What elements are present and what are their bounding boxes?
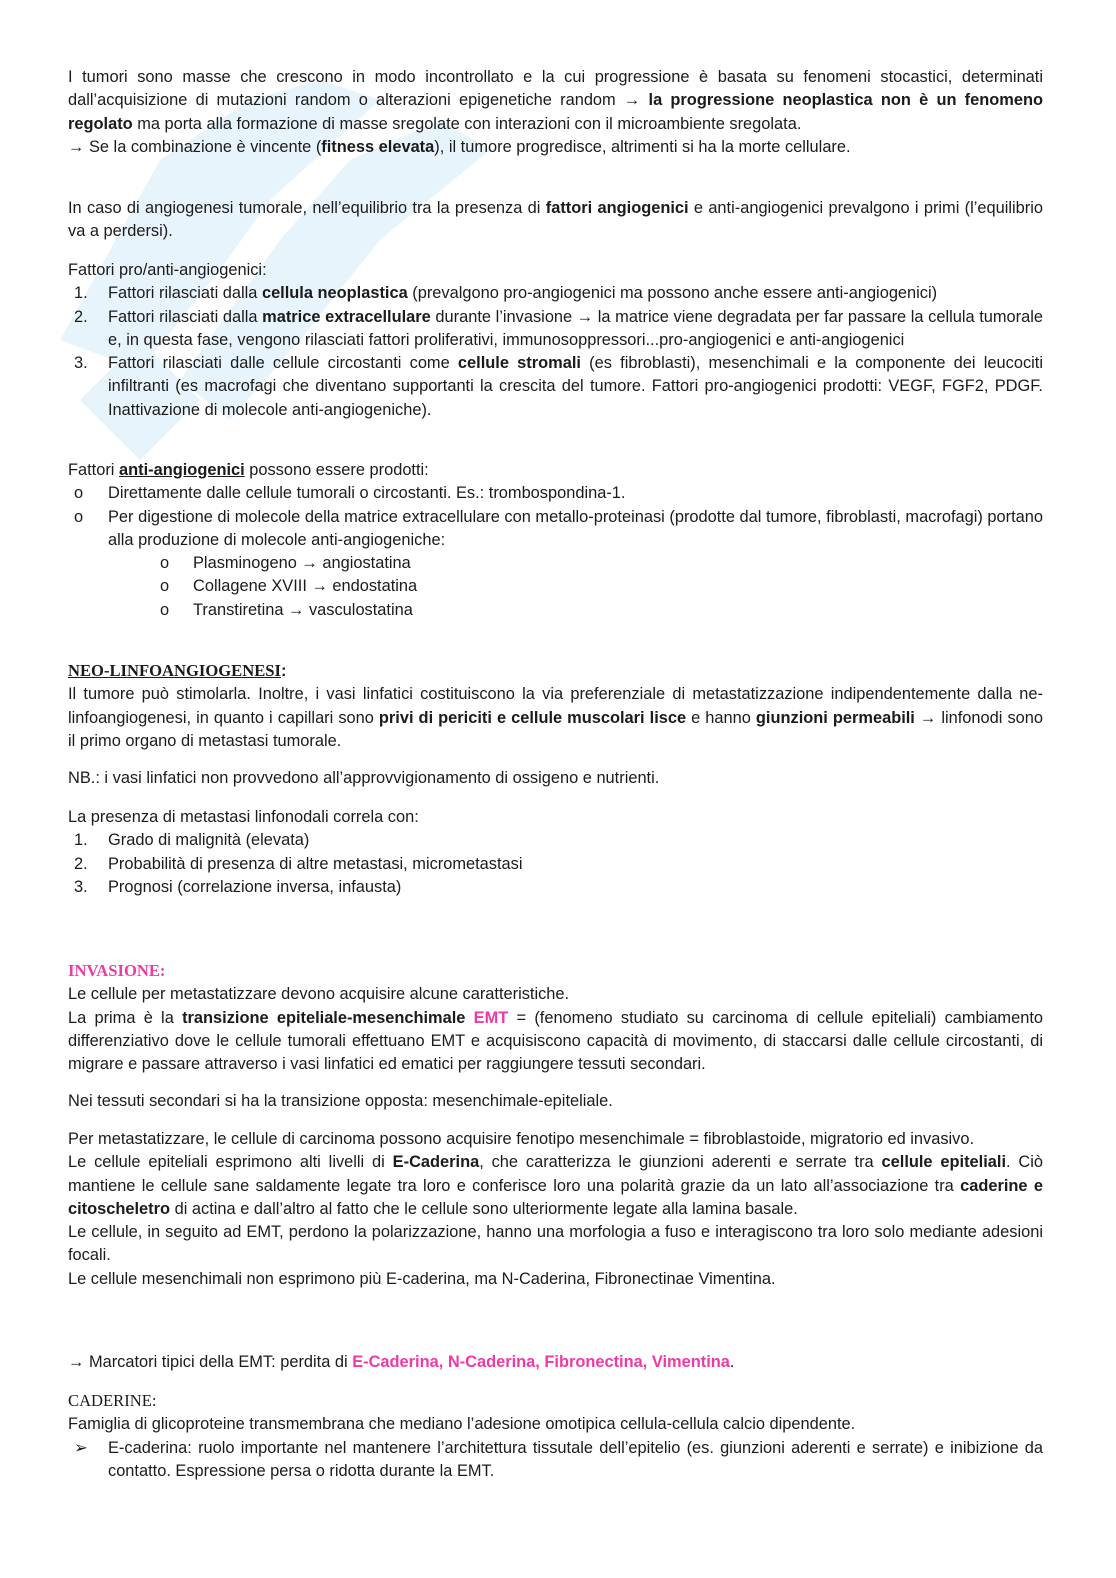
list-item: o Transtiretina → vasculostatina: [160, 600, 413, 619]
list-item: o Plasminogeno → angiostatina: [160, 554, 411, 573]
list-item: 2. Probabilità di presenza di altre metastasi, micrometastasi: [74, 854, 523, 873]
intro-paragraph: I tumori sono masse che crescono in modo incontrollato e la cui progressione è basata su fenomeni stocastici, determinati dall’acquisizione di mutazioni random o alterazioni epigenetiche random → la progressione neoplastica non è un fenomeno regolato ma porta alla formazione di masse sregolate con interazioni con il microambiente sregolata. → Se la combinazione è vincente (fitness elevata), il tumore progredisce, altrimenti si ha la morte cellulare.: [68, 68, 1043, 156]
list-item: 3. Prognosi (correlazione inversa, infausta): [74, 877, 402, 896]
list-item: ➢ E-caderina: ruolo importante nel mantenere l’architettura tissutale dell’epitelio (es. giunzioni aderenti e serrate) e inibizione da contatto. Espressione persa o ridotta durante la EMT.: [74, 1438, 1043, 1480]
list-item: o Collagene XVIII → endostatina: [160, 577, 418, 596]
angiogenesis-paragraph: In caso di angiogenesi tumorale, nell’equilibrio tra la presenza di fattori angiogenici e anti-angiogenici prevalgono i primi (l’equilibrio va a perdersi).: [68, 199, 1043, 241]
emt-markers-line: → Marcatori tipici della EMT: perdita di E-Caderina, N-Caderina, Fibronectina, Vimentina.: [68, 1353, 735, 1371]
mesenchymal-epithelial-paragraph: Nei tessuti secondari si ha la transizione opposta: mesenchimale-epiteliale.: [68, 1092, 613, 1110]
list-item: o Direttamente dalle cellule tumorali o circostanti. Es.: trombospondina-1.: [74, 484, 626, 503]
list-item: 1. Grado di malignità (elevata): [74, 831, 310, 850]
list-item: 2. Fattori rilasciati dalla matrice extracellulare durante l’invasione → la matrice viene degradata per far passare la cellula tumorale e, in questa fase, vengono rilasciati fattori proliferativi, immunosoppressori...pro-angiogenici e anti-angiogenici: [74, 307, 1043, 349]
anti-sublist: [68, 552, 1043, 622]
neo-lymphangiogenesis-section: NEO-LINFOANGIOGENESI: Il tumore può stimolarla. Inoltre, i vasi linfatici costituiscono la via preferenziale di metastatizzazione indipendentemente dalla ne-linfoangiogenesi, in quanto i capillari sono privi di periciti e cellule muscolari lisce e hanno giunzioni permeabili → linfonodi sono il primo organo di metastasi tumorale.: [68, 661, 1043, 750]
list-item: o Per digestione di molecole della matrice extracellulare con metallo-proteinasi (prodotte dal tumore, fibroblasti, macrofagi) portano alla produzione di molecole anti-angiogeniche:: [74, 507, 1043, 549]
invasion-section: INVASIONE: Le cellule per metastatizzare devono acquisire alcune caratteristiche. La prima è la transizione epiteliale-mesenchimale EMT = (fenomeno studiato su carcinoma di cellule epiteliali) cambiamento differenziativo dove le cellule tumorali effettuano EMT e acquisiscono capacità di movimento, di staccarsi dalle cellule circostanti, di migrare e passare attraverso i vasi linfatici ed ematici per raggiungere tessuti secondari.: [68, 961, 1043, 1074]
section-heading: INVASIONE:: [68, 961, 166, 980]
section-heading: NEO-LINFOANGIOGENESI: [68, 661, 281, 680]
factors-section: [68, 259, 1043, 422]
section-heading: CADERINE:: [68, 1391, 157, 1410]
cadherin-paragraph: Per metastatizzare, le cellule di carcinoma possono acquisire fenotipo mesenchimale = fibroblastoide, migratorio ed invasivo. Le cellule epiteliali esprimono alti livelli di E-Caderina, che caratterizza le giunzioni aderenti e serrate tra cellule epiteliali. Ciò mantiene le cellule sane saldamente legate tra loro e conferisce loro una polarità grazie da un lato all’associazione tra caderine e citoscheletro di actina e dall’altro al fatto che le cellule sono ulteriormente legate alla lamina basale. Le cellule, in seguito ad EMT, perdono la polarizzazione, hanno una morfologia a fuso e interagiscono tra loro solo mediante adesioni focali. Le cellule mesenchimali non esprimono più E-caderina, ma N-Caderina, Fibronectinae Vimentina.: [68, 1130, 1044, 1288]
list-item: 1. Fattori rilasciati dalla cellula neoplastica (prevalgono pro-angiogenici ma possono anche essere anti-angiogenici): [74, 284, 938, 303]
anti-angiogenic-section: Fattori anti-angiogenici possono essere prodotti: o Direttamente dalle cellule tumorali o circostanti. Es.: trombospondina-1. o Per digestione di molecole della matrice extracellulare con metallo-proteinasi (prodotte dal tumore, fibroblasti, macrofagi) portano alla produzione di molecole anti-angiogeniche: o Plasminogeno → angiostatina o Collagene XVIII → endostatina o Transtiretina → vasculostatina: [68, 459, 1043, 622]
nb-note: NB.: i vasi linfatici non provvedono all’approvvigionamento di ossigeno e nutrienti.: [68, 769, 660, 787]
factors-list: [68, 282, 1043, 422]
factors-title: Fattori pro/anti-angiogenici:: [68, 261, 267, 279]
lymph-metastasis-list: La presenza di metastasi linfonodali correla con: 1. Grado di malignità (elevata) 2. Probabilità di presenza di altre metastasi, micrometastasi 3. Prognosi (correlazione inversa, infausta): [68, 806, 1043, 899]
list-item: 3. Fattori rilasciati dalle cellule circostanti come cellule stromali (es fibroblasti), mesenchimali e la componente dei leucociti infiltranti (es macrofagi che diventano supportanti la crescita del tumore. Fattori pro-angiogenici prodotti: VEGF, FGF2, PDGF. Inattivazione di molecole anti-angiogeniche).: [74, 354, 1043, 419]
anti-list: [68, 482, 1043, 552]
caderine-section: CADERINE: Famiglia di glicoproteine transmembrana che mediano l’adesione omotipica cellula-cellula calcio dipendente. ➢ E-caderina: ruolo importante nel mantenere l’architettura tissutale dell’epitelio (es. giunzioni aderenti e serrate) e inibizione da contatto. Espressione persa o ridotta durante la EMT.: [68, 1389, 1043, 1483]
arrow-bullet-icon: ➢: [74, 1438, 88, 1457]
